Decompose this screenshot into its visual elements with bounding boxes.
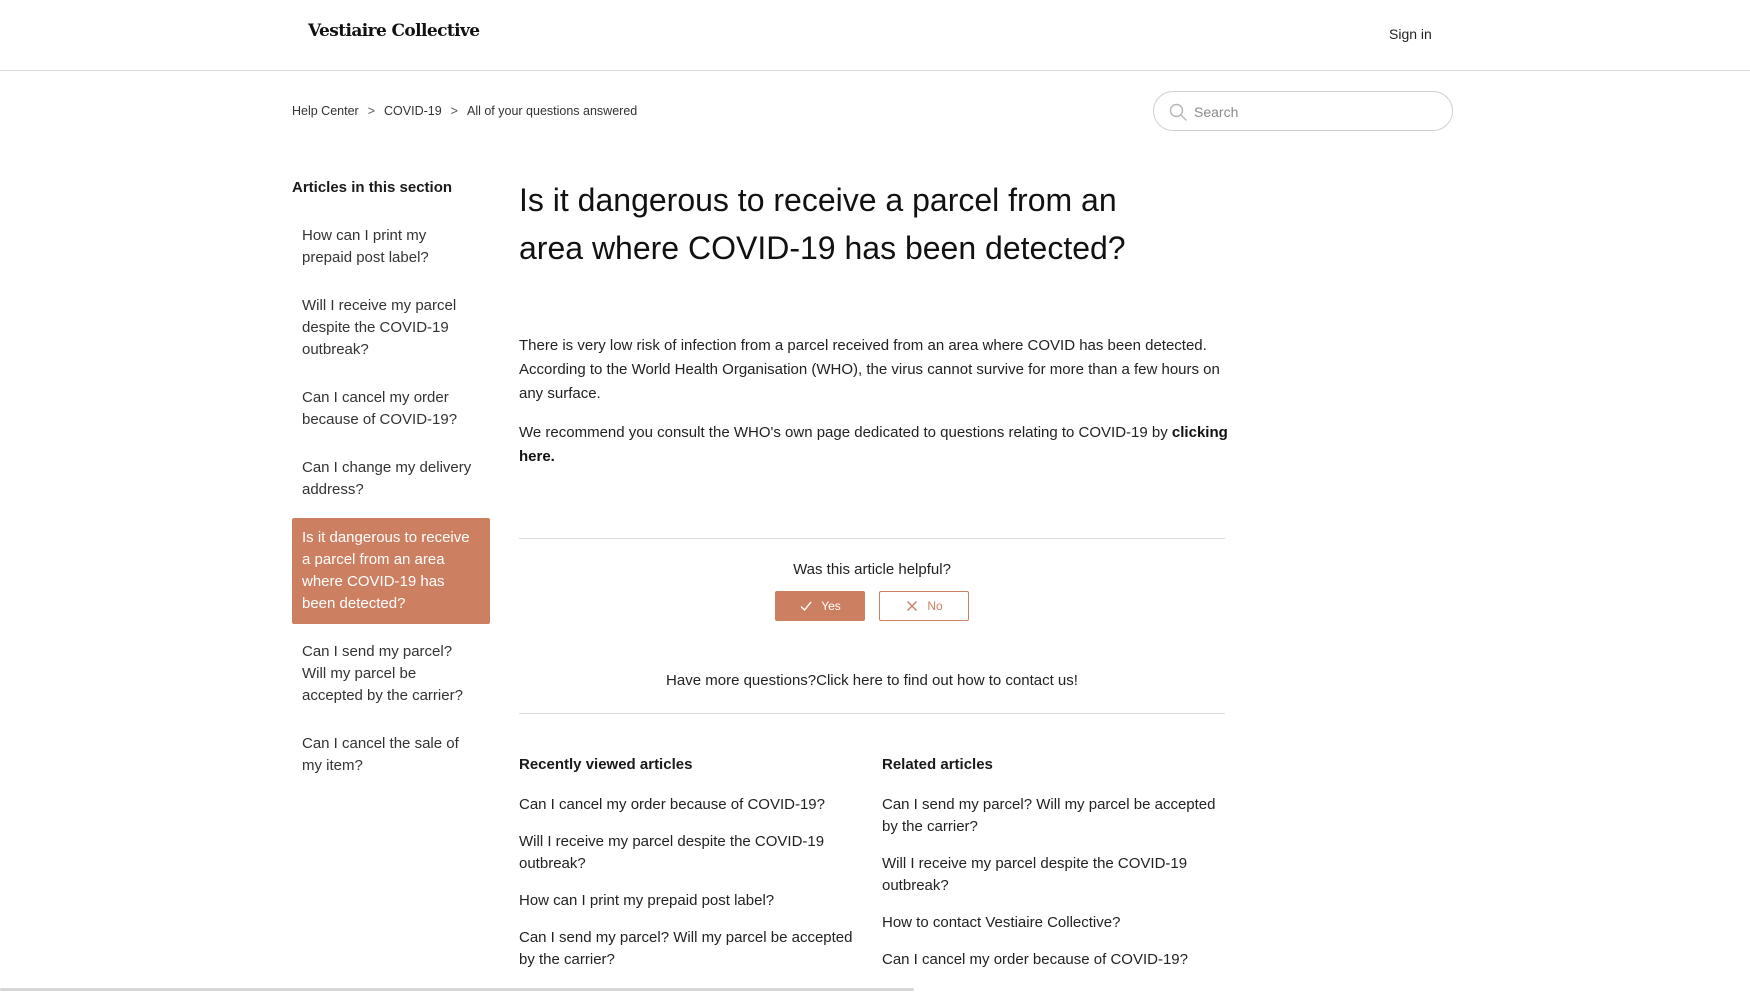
recent-article-link[interactable]: Can I cancel my order because of COVID-19? [519, 796, 825, 813]
breadcrumb-help-center[interactable]: Help Center [292, 104, 359, 118]
recently-viewed-section [519, 756, 864, 986]
divider [519, 538, 1225, 539]
sidebar-title: Articles in this section [292, 179, 453, 196]
sidebar-item-cancel-sale[interactable]: Can I cancel the sale of my item? [302, 735, 459, 774]
vote-no-label: No [927, 599, 943, 613]
search-box [1153, 91, 1453, 131]
sign-in-link[interactable]: Sign in [1389, 26, 1432, 42]
contact-us-link[interactable]: Click here to find out how to contact us! [816, 672, 1078, 689]
sidebar-item-send-parcel[interactable]: Can I send my parcel? Will my parcel be accepted by the carrier? [302, 643, 463, 704]
recent-article-link[interactable]: How can I print my prepaid post label? [519, 892, 775, 909]
related-article-link[interactable]: Will I receive my parcel despite the COVID-19 outbreak? [882, 855, 1188, 894]
article-paragraph: There is very low risk of infection from a parcel received from an area where COVID has been detected. According to the World Health Organisation (WHO), the virus cannot survive for more than a few hours on any surface. [519, 337, 1220, 402]
article-paragraph-recommend [519, 421, 1229, 469]
more-questions [519, 672, 1225, 689]
recently-viewed-title: Recently viewed articles [519, 756, 693, 773]
divider [519, 713, 1225, 714]
sidebar-item-dangerous-parcel[interactable]: Is it dangerous to receive a parcel from an area where COVID-19 has been detected? [292, 518, 490, 624]
recent-article-link[interactable]: Will I receive my parcel despite the COVID-19 outbreak? [519, 833, 825, 872]
related-articles-title: Related articles [882, 756, 993, 773]
vote-yes-label: Yes [821, 599, 841, 613]
brand-logo[interactable]: Vestiaire Collective [308, 21, 480, 41]
site-header [0, 0, 1750, 71]
breadcrumb [292, 104, 637, 118]
breadcrumb-separator: > [367, 104, 376, 118]
related-article-link[interactable]: Can I cancel my order because of COVID-19? [882, 951, 1188, 968]
breadcrumb-section[interactable]: All of your questions answered [466, 104, 638, 118]
sidebar-item-receive-parcel[interactable]: Will I receive my parcel despite the COVID-19 outbreak? [302, 297, 457, 358]
more-questions-prefix: Have more questions? [666, 672, 817, 689]
article-title: Is it dangerous to receive a parcel from an area where COVID-19 has been detected? [519, 182, 1126, 266]
related-article-link[interactable]: How to contact Vestiaire Collective? [882, 914, 1121, 931]
recent-article-link[interactable]: Can I send my parcel? Will my parcel be accepted by the carrier? [519, 929, 853, 968]
close-icon [905, 599, 919, 613]
horizontal-scrollbar[interactable] [0, 988, 914, 991]
article-body [519, 334, 1229, 484]
sidebar-item-change-address[interactable]: Can I change my delivery address? [302, 459, 472, 498]
sidebar-item-cancel-order[interactable]: Can I cancel my order because of COVID-19? [302, 389, 458, 428]
breadcrumb-separator: > [450, 104, 458, 118]
vote-yes-button[interactable] [775, 591, 865, 621]
search-input[interactable] [1194, 101, 1434, 123]
sidebar-item-print-label[interactable]: How can I print my prepaid post label? [302, 227, 429, 266]
sidebar-article-list [292, 216, 490, 794]
breadcrumb-covid-19[interactable]: COVID-19 [384, 104, 442, 118]
check-icon [799, 599, 813, 613]
search-icon [1168, 102, 1188, 122]
recommend-text: We recommend you consult the WHO's own page dedicated to questions relating to COVID-19 by [519, 424, 1172, 441]
related-articles-section [882, 756, 1227, 986]
related-article-link[interactable]: Can I send my parcel? Will my parcel be accepted by the carrier? [882, 796, 1216, 835]
vote-no-button[interactable] [879, 591, 969, 621]
helpful-question: Was this article helpful? [793, 561, 951, 578]
who-link[interactable]: clicking here. [519, 424, 1228, 465]
